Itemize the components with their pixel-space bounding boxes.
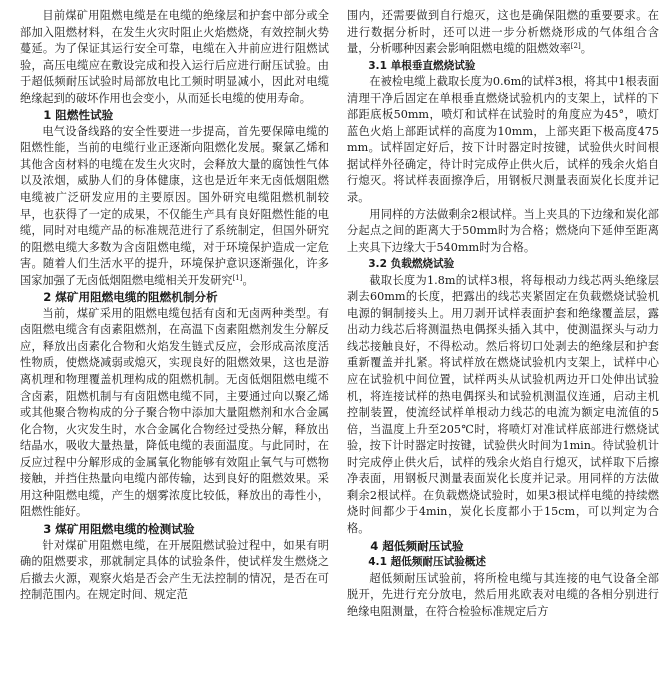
section-1-paragraph <box>20 124 329 289</box>
continued-paragraph <box>347 8 659 58</box>
section-3-1-paragraph-1: 在被检电缆上截取长度为0.6m的试样3根，将其中1根表面清理干净后固定在单根垂直燃烧试验机内的支架上，试样的下部距底板50mm，喷灯和试样在试验时的角度应为45°，喷灯蓝色火焰上部距试样的高度为10mm，上部夹距下极高度475mm。试样固定好后，按下计时器定时按键，试验供火时间根据试样外径确定，待计时完成停止供火后，试样的残余火焰自行熄灭。将试样表面擦净后，用钢板尺测量表面炭化长度并记录。 <box>347 75 659 205</box>
section-4-1-heading: 4.1 超低频耐压试验概述 <box>368 556 486 569</box>
section-1-paragraph-text: 电气设备线路的安全性要进一步提高，首先要保障电缆的阻燃性能，当前的电缆行业正逐渐向阻燃化发展。聚氯乙烯和其他含卤材料的电缆在发生火灾时，会释放大量的腐蚀性气体以及浓烟，威胁人们的身体健康，这也是近年来无卤低烟阻燃电缆被广泛研发应用的主要原因。国外研究电缆阻燃机制较早，也获得了一定的成果，不仅能生产具有良好阻燃性能的电缆，同时对电缆产品的标准规范进行了系统制定，但国外研究的阻燃电缆大多数为含卤阻燃电缆，对于环境保护造成一定危害。随着人们生活水平的提升，环境保护意识逐渐强化，许多国家加强了无卤低烟阻燃电缆相关开发研究 <box>20 124 329 287</box>
continued-paragraph-end: 。 <box>580 42 592 56</box>
section-3-heading: 3 煤矿用阻燃电缆的检测试验 <box>43 521 195 536</box>
section-3-1-heading: 3.1 单根垂直燃烧试验 <box>368 59 476 72</box>
section-1-paragraph-end: 。 <box>242 273 254 287</box>
section-2-paragraph: 当前，煤矿采用的阻燃电缆包括有卤和无卤两种类型。有卤阻燃电缆含有卤素阻燃剂，在高温下卤素阻燃剂发生分解反应，释放出卤素化合物和火焰发生链式反应，会形成高浓度活性物质，使燃烧减弱或熄灭，实现良好的阻燃效果，这也是游离机理和物理覆盖机理构成的阻燃机制。无卤低烟阻燃电缆不含卤素，阻燃机制与有卤阻燃电缆不同，主要通过向以聚乙烯或其他聚合物构成的分子聚合物中添加大量阻燃剂和水合金属化合物，火灾发生时，水合金属化合物经过受热分解，释放出结晶水，吸收大量热量，降低电缆的表面温度。与此同时，在反应过程中分解形成的金属氧化物能够有效阻止氧气与可燃物接触，并挡住热量向电缆内部传输，达到良好的阻燃效果。采用这种阻燃电缆，产生的烟雾浓度比较低，释放出的毒性小，阻燃性能好。 <box>20 306 329 519</box>
section-2-heading: 2 煤矿用阻燃电缆的阻燃机制分析 <box>43 290 218 305</box>
left-column <box>20 8 329 604</box>
section-3-2-paragraph: 截取长度为1.8m的试样3根，将每根动力线芯两头绝缘层剥去60mm的长度，把露出的线芯夹紧固定在负载燃烧试验机电源的铜制接头上。用刀剥开试样表面护套和绝缘覆盖层，露出动力线芯后将测温热电偶探头插入其中，使测温探头与动力线芯接触良好，不得松动。然后将切口处剥去的绝缘层和护套重新覆盖并扎紧。将试样放在燃烧试验机内支架上，试样中心应在试验机中间位置，试样两头从试验机两边开口处伸出试验机，将连接试样的热电偶探头和试验机测温仪连通，启动主机控制装置，使流经试样单根动力线芯的电流为额定电流值的5倍，当温度上升至205℃时，将喷灯对准试样底部进行燃烧试验，按下计时器定时按键，试验供火时间为1min。待试验机计时完成停止供火后，试样的残余火焰自行熄灭，试样取下后擦净表面，用钢板尺测量表面炭化长度并记录。用同样的方法做剩余2根试样。在负载燃烧试验时，如果3根试样电缆的持续燃烧时间都少于4min，炭化长度都小于15cm，可以判定为合格。 <box>347 273 659 535</box>
intro-paragraph: 目前煤矿用阻燃电缆是在电缆的绝缘层和护套中部分或全部加入阻燃材料，在发生火灾时阻止火焰燃烧，有效控制火势蔓延。为了保证其运行安全可靠，电缆在入井前应进行阻燃试验，高压电缆应在敷设完成和投入运行后应进行耐压试验。由于超低频耐压试验时局部放电比工频时明显减小，因此对电缆绝缘起到的破坏作用也会变小，从而延长电缆的使用寿命。 <box>20 9 329 105</box>
section-3-paragraph: 针对煤矿用阻燃电缆，在开展阻燃试验过程中，如果有明确的阻燃要求，那就制定具体的试验条件，使试样发生燃烧之后撤去火源，观察火焰是否会产生无法控制的情况，是否在可控制范围内。在规定时间、规定范 <box>20 538 329 602</box>
citation-1: [1] <box>232 273 243 282</box>
section-3-2-heading: 3.2 负载燃烧试验 <box>368 258 455 271</box>
continued-paragraph-text: 围内，还需要做到自行熄灭，这也是确保阻燃的重要要求。在进行数据分析时，还可以进一步分析燃烧形成的气体组合含量，分析哪种因素会影响阻燃电缆的阻燃效率 <box>347 9 659 56</box>
right-column <box>347 8 659 620</box>
section-4-1-paragraph: 超低频耐压试验前，将所检电缆与其连接的电气设备全部脱开，先进行充分放电，然后用兆欧表对电缆的各相分别进行绝缘电阻测量，在符合检验标准规定后方 <box>347 571 659 618</box>
section-4-heading: 4 超低频耐压试验 <box>370 538 464 553</box>
section-1-heading: 1 阻燃性试验 <box>43 108 114 123</box>
section-3-1-paragraph-2: 用同样的方法做剩余2根试样。当上夹具的下边缘和炭化部分起点之间的距离大于50mm时为合格；燃烧向下延伸至距离上夹具下边缘大于540mm时为合格。 <box>347 207 659 254</box>
citation-2: [2] <box>570 42 581 51</box>
